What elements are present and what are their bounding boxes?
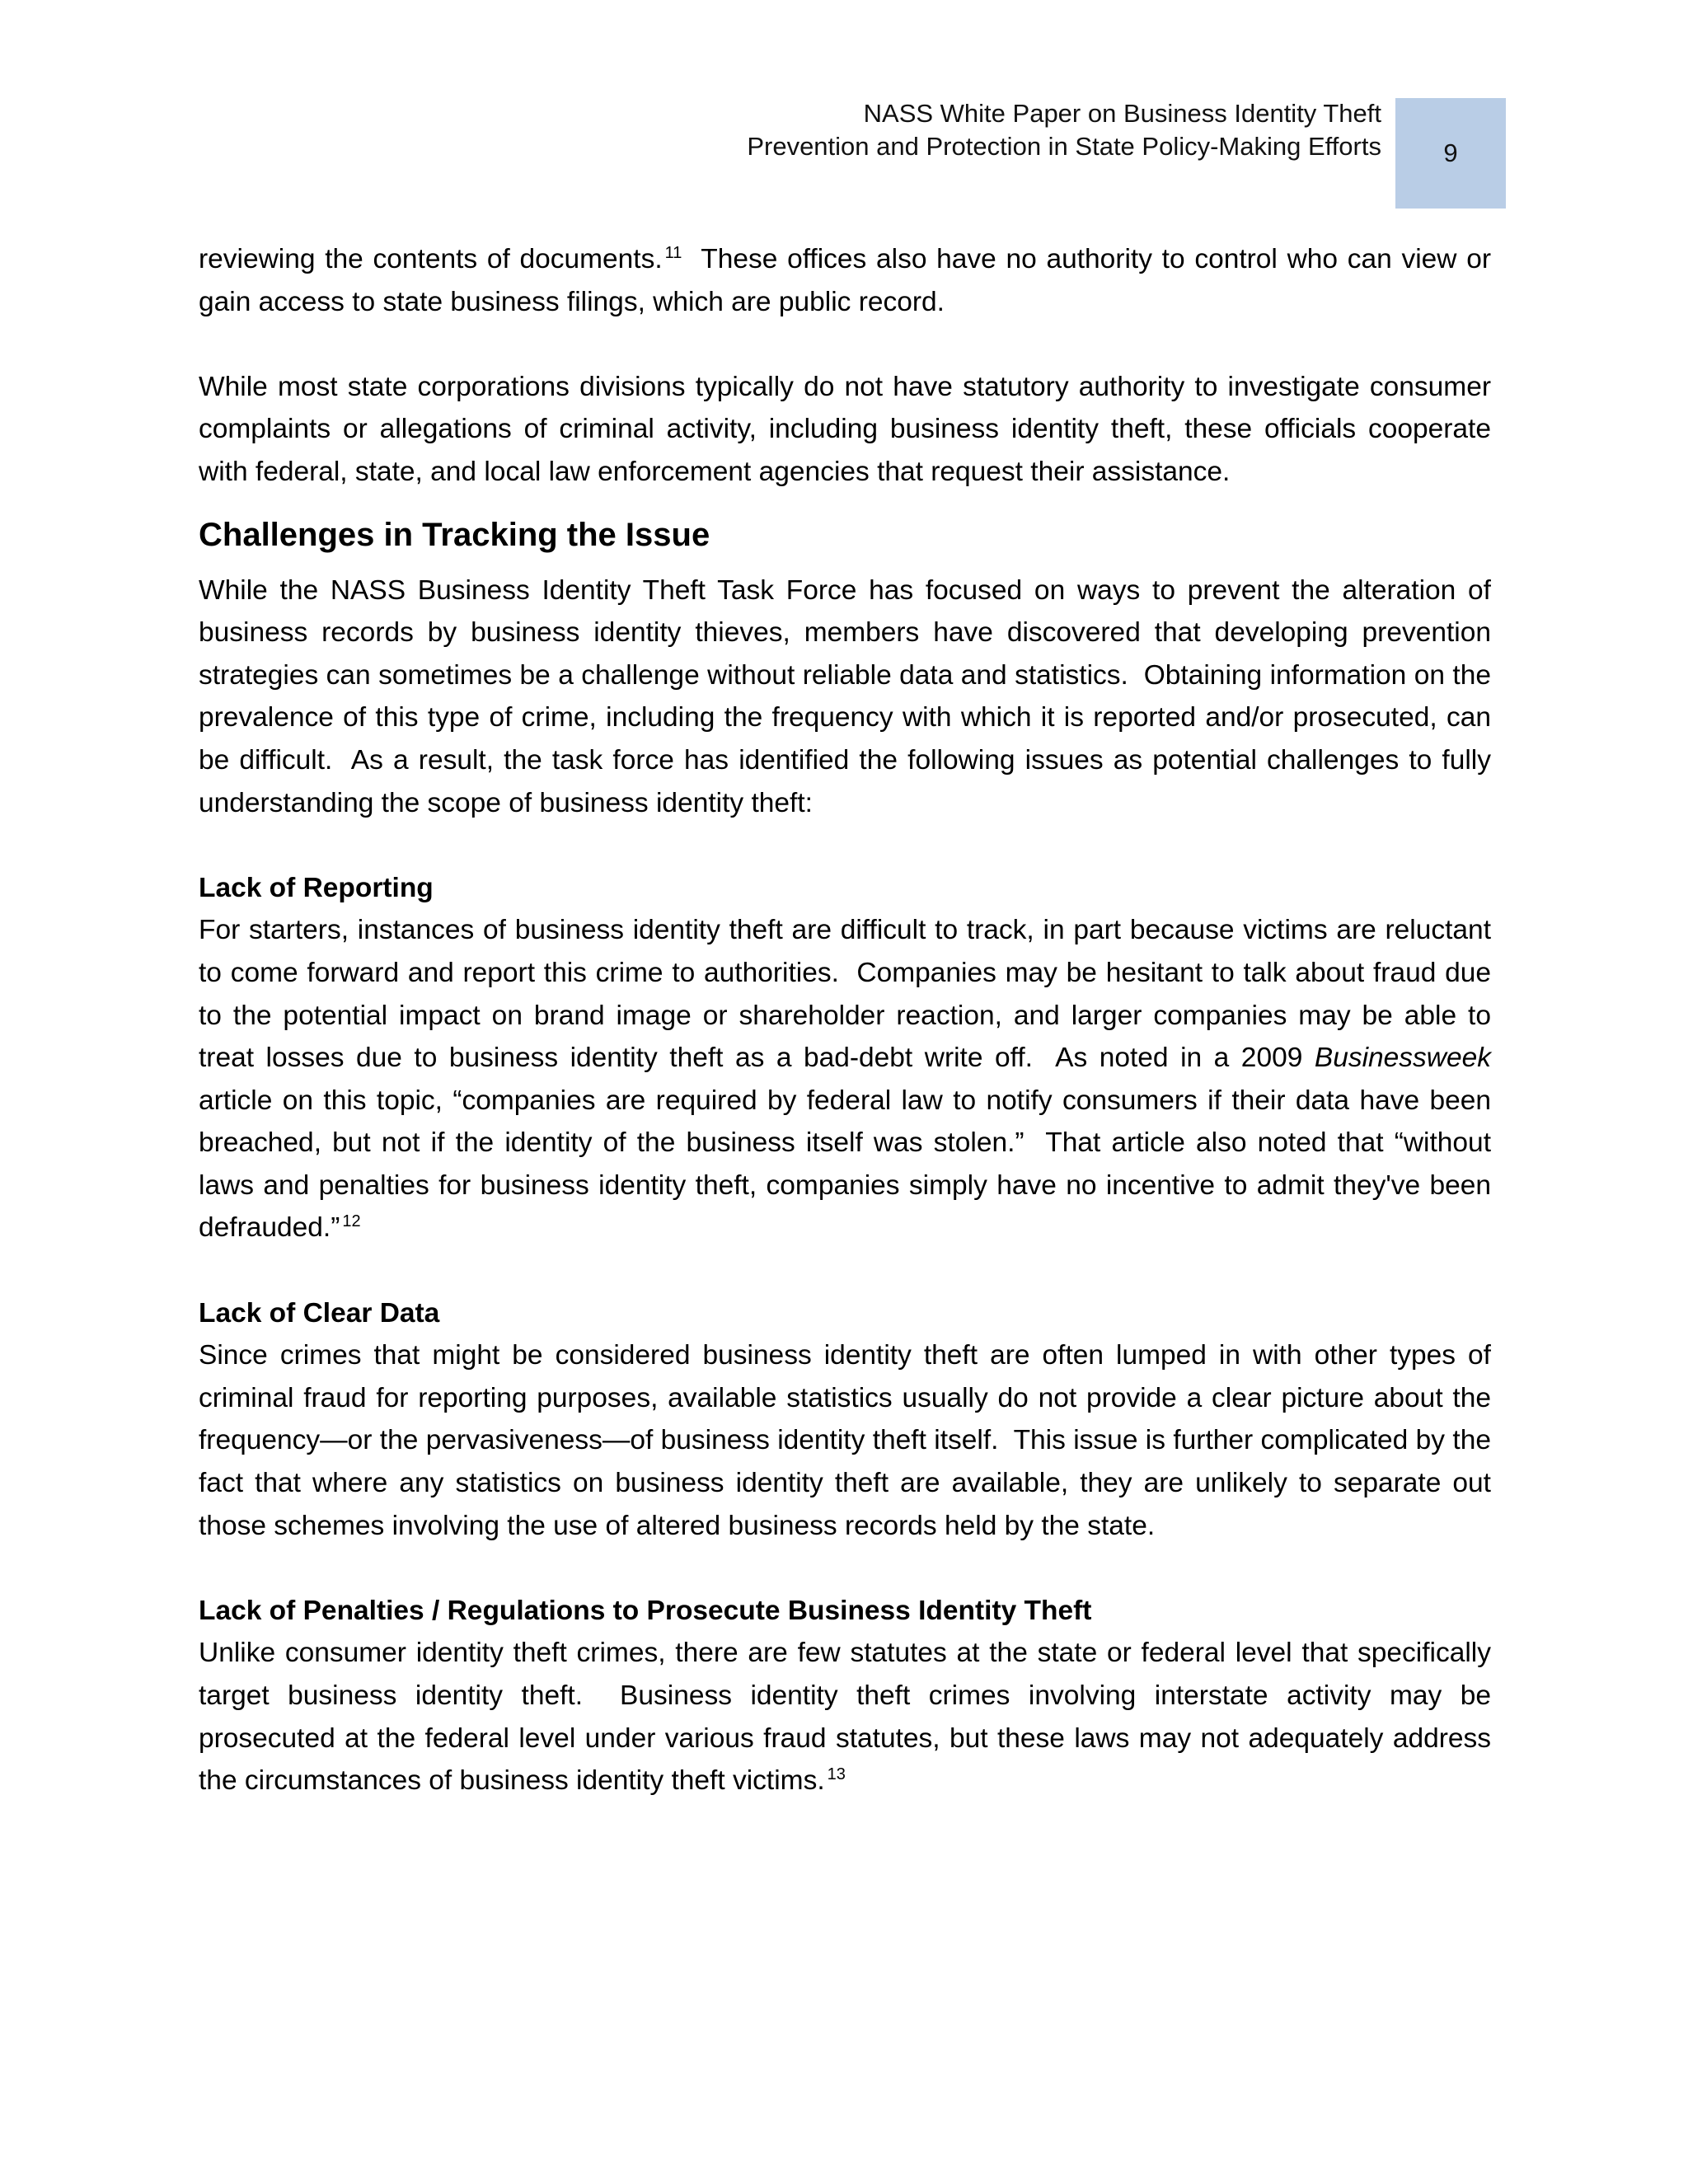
paragraph-authority: While most state corporations divisions typically do not have statutory authority to investigate consumer complaints or allegations of criminal activity, including business identity theft, these officials cooperate with federal, state, and local law enforcement agencies that request their assistance.	[199, 371, 1491, 487]
header-title-line-1: NASS White Paper on Business Identity Theft	[863, 99, 1381, 128]
section-heading: Challenges in Tracking the Issue	[199, 516, 710, 553]
subsection-title: Lack of Reporting	[199, 872, 434, 903]
footnote-marker-13: 13	[827, 1765, 846, 1784]
paragraph-text: article on this topic, “companies are required by federal law to notify consumers if their data have been breached, but not if the identity of the business itself was stolen.” That article also noted that “without laws and penalties for business identity theft, companies simply have no incentive to admit they've been defrauded.”	[199, 1043, 1499, 1244]
subsection-lack-of-penalties	[199, 1590, 1499, 1802]
page-number-box	[1395, 98, 1506, 209]
paragraph-text: Unlike consumer identity theft crimes, there are few statutes at the state or federal level that specifically target business identity theft. Business identity theft crimes involving interstate activity may be prosecuted at the federal level under various fraud statutes, but these laws may not adequately address the circumstances of business identity theft victims.	[199, 1638, 1499, 1797]
page-number: 9	[1443, 138, 1458, 167]
paragraph-text: reviewing the contents of documents.	[199, 244, 663, 274]
running-header	[495, 97, 1381, 163]
paragraph-text: Since crimes that might be considered business identity theft are often lumped in with other types of criminal fraud for reporting purposes, available statistics usually do not provide a clear picture about the frequency—or the pervasiveness—of business identity theft itself. This issue is further complicated by the fact that where any statistics on business identity theft are available, they are unlikely to separate out those schemes involving the use of altered business records held by the state.	[199, 1340, 1499, 1541]
subsection-lack-of-reporting	[199, 867, 1499, 1249]
subsection-title: Lack of Clear Data	[199, 1297, 440, 1329]
subsection-title: Lack of Penalties / Regulations to Prosecute Business Identity Theft	[199, 1595, 1092, 1626]
footnote-marker-12: 12	[342, 1212, 361, 1231]
subsection-lack-of-clear-data	[199, 1292, 1499, 1548]
footnote-marker-11: 11	[664, 244, 682, 262]
header-title-line-2: Prevention and Protection in State Policy-Making Efforts	[747, 132, 1381, 161]
publication-name: Businessweek	[1314, 1043, 1491, 1074]
paragraph-challenges-intro: While the NASS Business Identity Theft Task Force has focused on ways to prevent the alteration of business records by business identity thieves, members have discovered that developing prevention strategies can sometimes be a challenge without reliable data and statistics. Obtaining information on the prevalence of this type of crime, including the frequency with which it is reported and/or prosecuted, can be difficult. As a result, the task force has identified the following issues as potential challenges to fully understanding the scope of business identity theft:	[199, 574, 1499, 818]
paragraph-text: For starters, instances of business identity theft are difficult to track, in part because victims are reluctant to come forward and report this crime to authorities. Companies may be hesitant to talk about fraud due to the potential impact on brand image or shareholder reaction, and larger companies may be able to treat losses due to business identity theft as a bad-debt write off. As noted in a 2009	[199, 915, 1499, 1074]
paragraph-continued	[199, 238, 1499, 323]
body-content	[199, 238, 1499, 1802]
paragraph-text: These offices also have no authority to control who can view or gain access to state business filings, which are public record.	[199, 244, 1499, 317]
